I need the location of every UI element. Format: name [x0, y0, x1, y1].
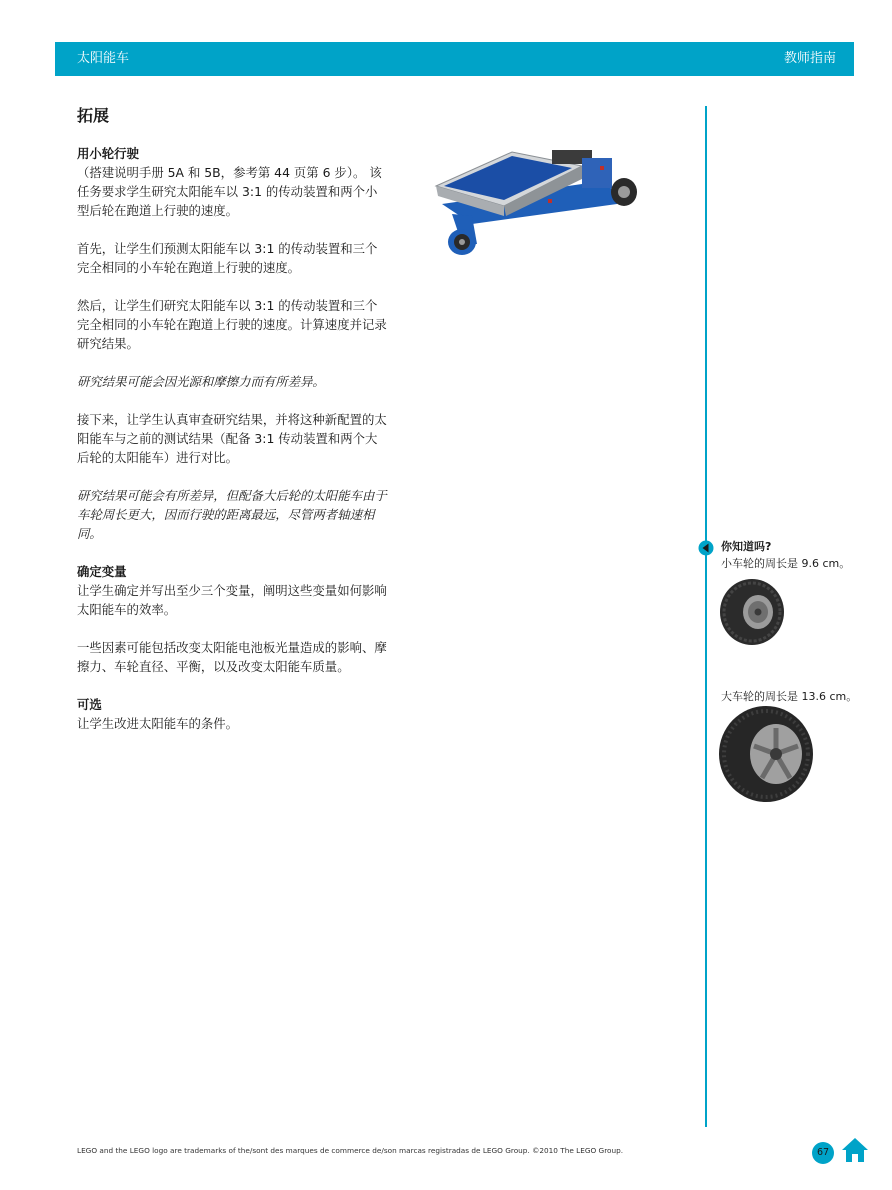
subheading-variables: 确定变量: [77, 564, 127, 579]
solar-car-model-image: [432, 144, 642, 260]
paragraph-factors: 一些因素可能包括改变太阳能电池板光量造成的影响、摩擦力、车轮直径、平衡，以及改变太阳能车质量。: [77, 640, 387, 674]
subheading-small-wheels: 用小轮行驶: [77, 146, 139, 161]
subheading-optional: 可选: [77, 697, 102, 712]
home-icon[interactable]: [840, 1136, 870, 1164]
small-wheel-image: [718, 578, 786, 646]
paragraph-compare: 接下来，让学生认真审查研究结果，并将这种新配置的太阳能车与之前的测试结果（配备 3:1 传动装置和两个大后轮的太阳能车）进行对比。: [77, 412, 387, 465]
did-you-know-title: 你知道吗?: [721, 540, 772, 553]
small-wheel-fact: 小车轮的周长是 9.6 cm。: [721, 557, 851, 570]
paragraph-investigate: 然后，让学生们研究太阳能车以 3:1 的传动装置和三个完全相同的小车轮在跑道上行驶的速度。计算速度并记录研究结果。: [77, 298, 387, 351]
large-wheel-image: [716, 704, 816, 804]
instruction-reference: （搭建说明手册 5A 和 5B，参考第 44 页第 6 步）。: [77, 165, 366, 180]
optional-description: 让学生改进太阳能车的条件。: [77, 716, 239, 731]
large-wheel-fact: 大车轮的周长是 13.6 cm。: [721, 690, 858, 703]
arrow-left-icon: [698, 540, 714, 556]
paragraph-small-wheels: [77, 144, 389, 220]
header-title: 太阳能车: [77, 51, 130, 66]
header-guide-label: 教师指南: [783, 51, 836, 66]
sidebar-divider: [705, 106, 707, 1127]
note-results-vary: 研究结果可能会因光源和摩擦力而有所差异。: [77, 374, 325, 389]
paragraph-variables: [77, 562, 389, 619]
note-large-wheels: 研究结果可能会有所差异，但配备大后轮的太阳能车由于车轮周长更大，因而行驶的距离最远，尽管两者轴速相同。: [77, 488, 387, 541]
main-content: [77, 144, 389, 752]
paragraph-predict: 首先，让学生们预测太阳能车以 3:1 的传动装置和三个完全相同的小车轮在跑道上行驶的速度。: [77, 241, 378, 275]
task-description: 该任务要求学生研究太阳能车以 3:1 的传动装置和两个小型后轮在跑道上行驶的速度。: [77, 165, 382, 218]
page-header: [55, 42, 854, 76]
trademark-footer: LEGO and the LEGO logo are trademarks of the/sont des marques de commerce de/son marcas registradas de LEGO Group. ©2010 The LEGO Group.: [77, 1146, 624, 1155]
page-number: 67: [812, 1142, 834, 1164]
section-title: 拓展: [77, 106, 110, 125]
variables-description: 让学生确定并写出至少三个变量，阐明这些变量如何影响太阳能车的效率。: [77, 583, 387, 617]
paragraph-optional: [77, 695, 389, 733]
